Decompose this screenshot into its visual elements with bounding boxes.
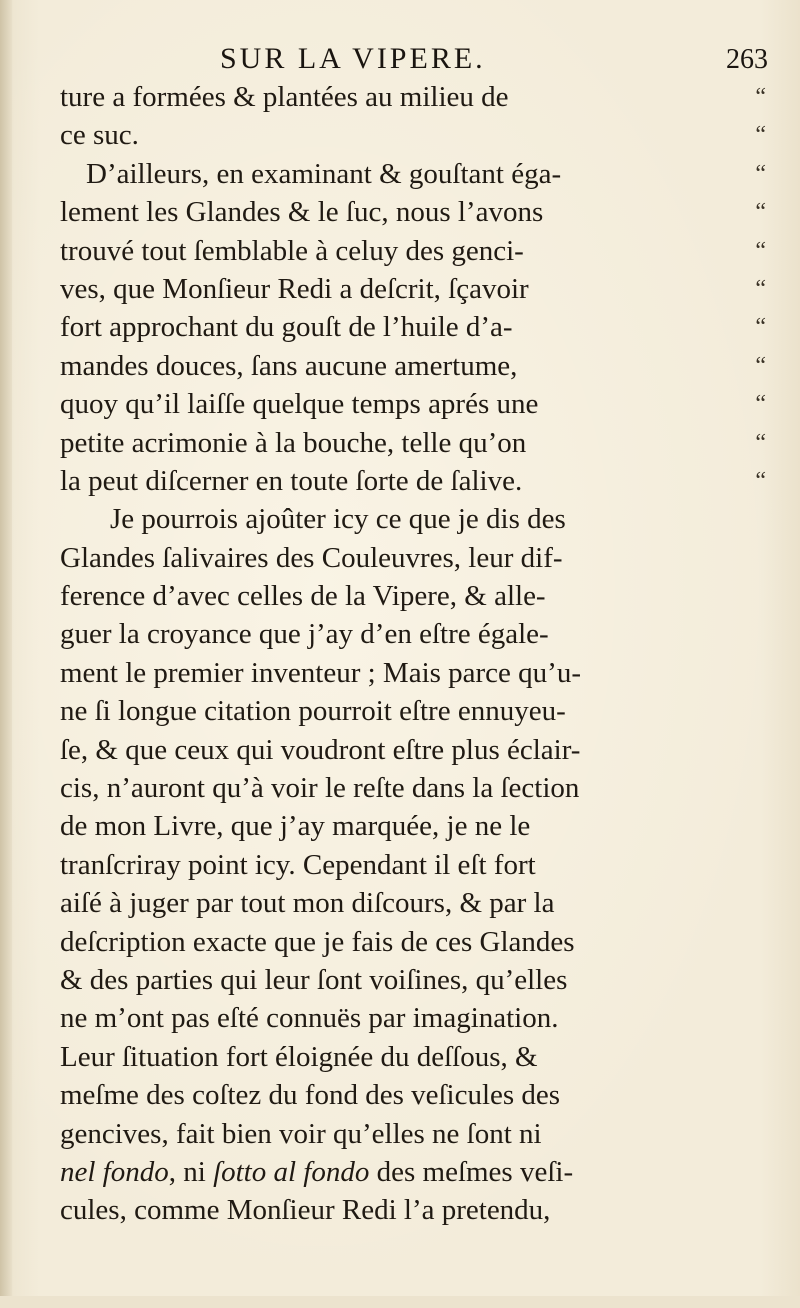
text-line: aiſé à juger par tout mon diſcours, & par la <box>60 887 555 920</box>
text-line: cis, n’auront qu’à voir le reſte dans la ſection <box>60 772 580 805</box>
text-line: meſme des coſtez du fond des veſicules des <box>60 1079 561 1112</box>
text-line: trouvé tout ſemblable à celuy des genci- “ <box>60 232 760 270</box>
text-line: Glandes ſalivaires des Couleuvres, leur dif- <box>60 541 563 574</box>
guillemet-mark: “ <box>755 122 766 149</box>
text-line: la peut diſcerner en toute ſorte de ſalive. “ <box>60 462 760 500</box>
guillemet-mark: “ <box>755 199 766 226</box>
text-line: ment le premier inventeur ; Mais parce qu’u- <box>60 656 581 689</box>
text-line: tranſcriray point icy. Cependant il eſt fort <box>60 848 536 881</box>
text-line: ce suc. “ <box>60 116 760 154</box>
guillemet-mark: “ <box>755 275 766 302</box>
guillemet-mark: “ <box>755 352 766 379</box>
paragraph-start-line: Je pourrois ajoûter icy ce que je dis des <box>110 503 566 536</box>
guillemet-mark: “ <box>755 391 766 418</box>
text-line: petite acrimonie à la bouche, telle qu’on “ <box>60 424 760 462</box>
text-line: deſcription exacte que je fais de ces Glandes <box>60 925 575 958</box>
text-line: & des parties qui leur ſont voiſines, qu’elles <box>60 963 568 996</box>
page-bottom-edge <box>0 1296 800 1308</box>
text-line: guer la croyance que j’ay d’en eſtre égale- <box>60 618 549 651</box>
text-line: ves, que Monſieur Redi a deſcrit, ſçavoir “ <box>60 270 760 308</box>
text-line: ne m’ont pas eſté connuës par imagination. <box>60 1002 559 1035</box>
guillemet-mark: “ <box>755 467 766 494</box>
text-line: mandes douces, ſans aucune amertume, “ <box>60 347 760 385</box>
text-line: ture a formées & plantées au milieu de “ <box>60 78 760 116</box>
guillemet-mark: “ <box>755 237 766 264</box>
running-header <box>60 42 768 82</box>
text-line: gencives, fait bien voir qu’elles ne ſont ni <box>60 1117 542 1150</box>
text-line: fort approchant du gouſt de l’huile d’a- “ <box>60 308 760 346</box>
paragraph-start-line: D’ailleurs, en examinant & gouſtant éga- “ <box>60 155 760 193</box>
running-title: SUR LA VIPERE. <box>220 42 486 75</box>
italic-phrase: nel fondo <box>60 1155 169 1188</box>
text-line: ſe, & que ceux qui voudront eſtre plus éclair- <box>60 733 581 766</box>
guillemet-mark: “ <box>755 314 766 341</box>
text-line: de mon Livre, que j’ay marquée, je ne le <box>60 810 531 843</box>
text-line: ne ſi longue citation pourroit eſtre ennuyeu- <box>60 695 566 728</box>
text-line-with-italics: nel fondo, ni ſotto al fondo des meſmes veſi- <box>60 1155 574 1188</box>
italic-phrase: ſotto al fondo <box>213 1155 370 1188</box>
guillemet-mark: “ <box>755 84 766 110</box>
page-gutter <box>0 0 12 1308</box>
page-number: 263 <box>726 44 768 75</box>
text-line: Leur ſituation fort éloignée du deſſous, & <box>60 1040 538 1073</box>
text-line: cules, comme Monſieur Redi l’a pretendu, <box>60 1194 551 1227</box>
body-text <box>60 78 766 1230</box>
guillemet-mark: “ <box>755 160 766 187</box>
text-line: ference d’avec celles de la Vipere, & alle- <box>60 580 546 613</box>
text-line: lement les Glandes & le ſuc, nous l’avons “ <box>60 193 760 231</box>
text-line: quoy qu’il laiſſe quelque temps aprés une “ <box>60 385 760 423</box>
guillemet-mark: “ <box>755 429 766 456</box>
